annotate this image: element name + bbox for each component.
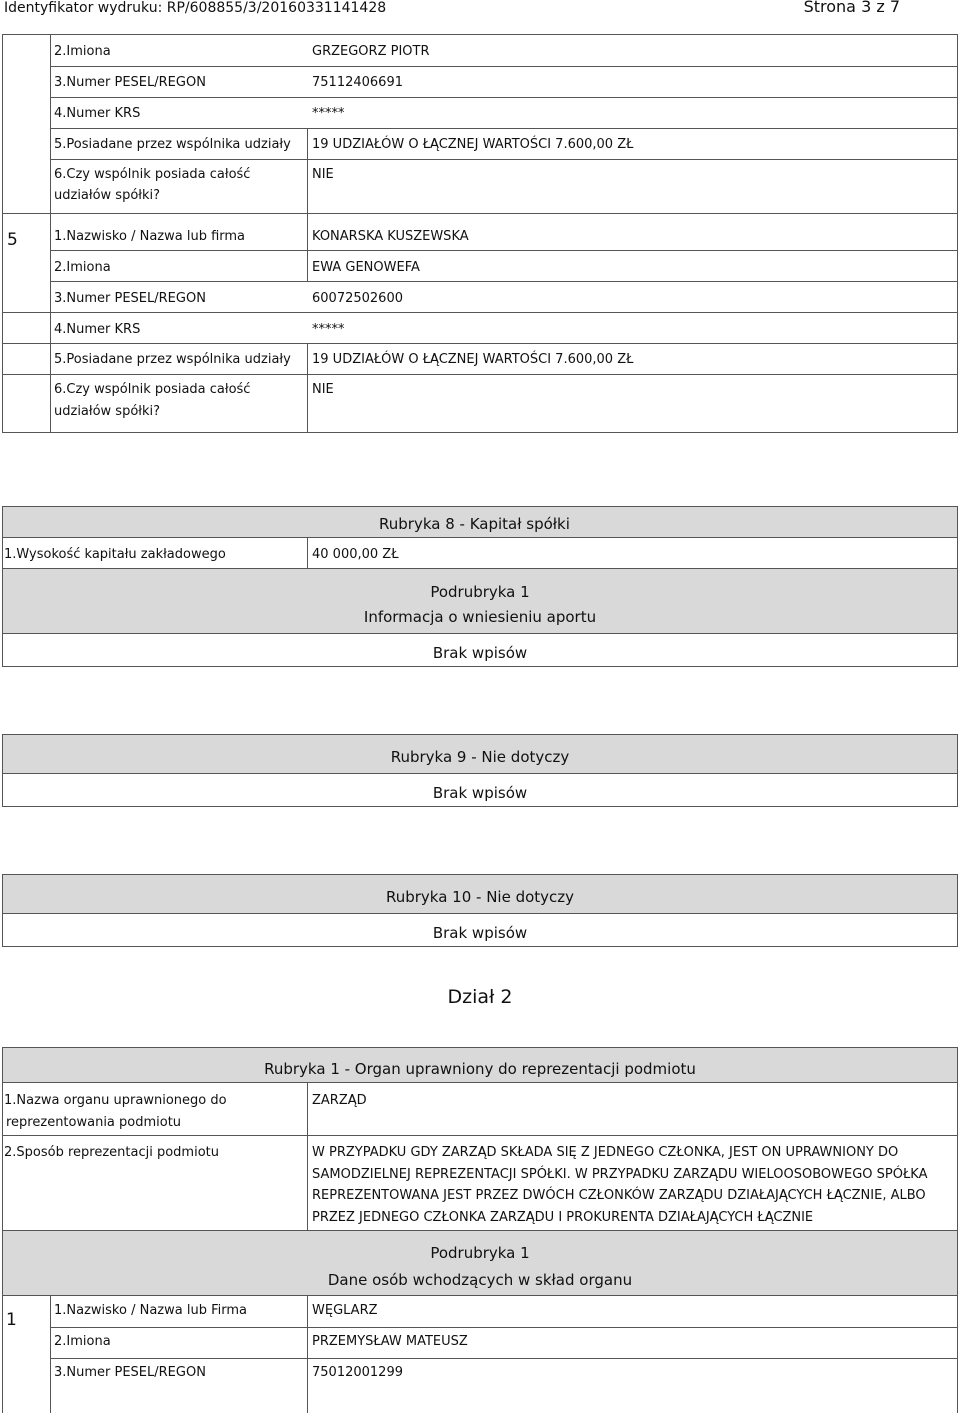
empty-entries: Brak wpisów <box>432 784 528 802</box>
sposob-value-line: PRZEZ JEDNEGO CZŁONKA ZARZĄDU I PROKURENTA DZIAŁAJĄCYCH ŁĄCZNIE <box>312 1210 814 1225</box>
rubryka-1-title: Rubryka 1 - Organ uprawniony do reprezentacji podmiotu <box>264 1060 696 1078</box>
calosc-label-cont: udziałów spółki? <box>54 404 161 419</box>
imiona-value: PRZEMYSŁAW MATEUSZ <box>312 1334 468 1349</box>
rubryka-8-title: Rubryka 8 - Kapitał spółki <box>379 515 570 533</box>
nazwisko-label: 1.Nazwisko / Nazwa lub firma <box>54 229 246 244</box>
calosc-label: 6.Czy wspólnik posiada całość <box>54 382 251 397</box>
imiona-label: 2.Imiona <box>54 260 111 275</box>
udzialy-label: 5.Posiadane przez wspólnika udziały <box>54 352 291 367</box>
pesel-value: 60072502600 <box>312 291 403 306</box>
calosc-value: NIE <box>312 167 334 182</box>
pesel-value: 75112406691 <box>312 75 403 90</box>
calosc-label: 6.Czy wspólnik posiada całość <box>54 167 251 182</box>
udzialy-value: 19 UDZIAŁÓW O ŁĄCZNEJ WARTOŚCI 7.600,00 ZŁ <box>312 352 634 367</box>
kapital-value: 40 000,00 ZŁ <box>312 547 399 562</box>
calosc-label-cont: udziałów spółki? <box>54 188 161 203</box>
rubryka-9-title: Rubryka 9 - Nie dotyczy <box>390 748 570 766</box>
empty-entries: Brak wpisów <box>432 644 528 662</box>
sposob-label: 2.Sposób reprezentacji podmiotu <box>4 1145 219 1160</box>
subrubryka-title: Podrubryka 1 <box>430 583 530 601</box>
partner-number: 5 <box>7 230 18 250</box>
pesel-label: 3.Numer PESEL/REGON <box>54 1365 206 1380</box>
nazwisko-value: KONARSKA KUSZEWSKA <box>312 229 469 244</box>
subrubryka-subtitle: Dane osób wchodzących w skład organu <box>327 1271 633 1289</box>
subrubryka-title: Podrubryka 1 <box>430 1244 530 1262</box>
calosc-value: NIE <box>312 382 334 397</box>
organ-label-cont: reprezentowania podmiotu <box>6 1115 182 1130</box>
organ-value: ZARZĄD <box>312 1093 367 1108</box>
imiona-label: 2.Imiona <box>54 44 111 59</box>
krs-value: ***** <box>312 106 345 121</box>
imiona-value: GRZEGORZ PIOTR <box>312 44 430 59</box>
page-number: Strona 3 z 7 <box>803 0 900 16</box>
krs-label: 4.Numer KRS <box>54 106 141 121</box>
empty-entries: Brak wpisów <box>432 924 528 942</box>
sposob-value-line: SAMODZIELNEJ REPREZENTACJI SPÓŁKI. W PRZYPADKU ZARZĄDU WIELOOSOBOWEGO SPÓŁKA <box>312 1167 928 1182</box>
dzial-2-title: Dział 2 <box>447 986 513 1008</box>
print-identifier: Identyfikator wydruku: RP/608855/3/20160331141428 <box>4 0 387 16</box>
imiona-label: 2.Imiona <box>54 1334 111 1349</box>
kapital-label: 1.Wysokość kapitału zakładowego <box>4 547 226 562</box>
nazwisko-value: WĘGLARZ <box>312 1303 378 1318</box>
sposob-value-line: REPREZENTOWANA JEST PRZEZ DWÓCH CZŁONKÓW ZARZĄDU DZIAŁAJĄCYCH ŁĄCZNIE, ALBO <box>312 1188 926 1203</box>
sposob-value-line: W PRZYPADKU GDY ZARZĄD SKŁADA SIĘ Z JEDNEGO CZŁONKA, JEST ON UPRAWNIONY DO <box>312 1145 899 1160</box>
pesel-label: 3.Numer PESEL/REGON <box>54 75 206 90</box>
member-number: 1 <box>6 1310 17 1330</box>
pesel-value: 75012001299 <box>312 1365 403 1380</box>
udzialy-value: 19 UDZIAŁÓW O ŁĄCZNEJ WARTOŚCI 7.600,00 ZŁ <box>312 137 634 152</box>
organ-label: 1.Nazwa organu uprawnionego do <box>4 1093 227 1108</box>
nazwisko-label: 1.Nazwisko / Nazwa lub Firma <box>54 1303 247 1318</box>
krs-value: ***** <box>312 322 345 337</box>
udzialy-label: 5.Posiadane przez wspólnika udziały <box>54 137 291 152</box>
pesel-label: 3.Numer PESEL/REGON <box>54 291 206 306</box>
rubryka-10-title: Rubryka 10 - Nie dotyczy <box>385 888 575 906</box>
krs-label: 4.Numer KRS <box>54 322 141 337</box>
imiona-value: EWA GENOWEFA <box>312 260 420 275</box>
subrubryka-subtitle: Informacja o wniesieniu aportu <box>363 608 597 626</box>
